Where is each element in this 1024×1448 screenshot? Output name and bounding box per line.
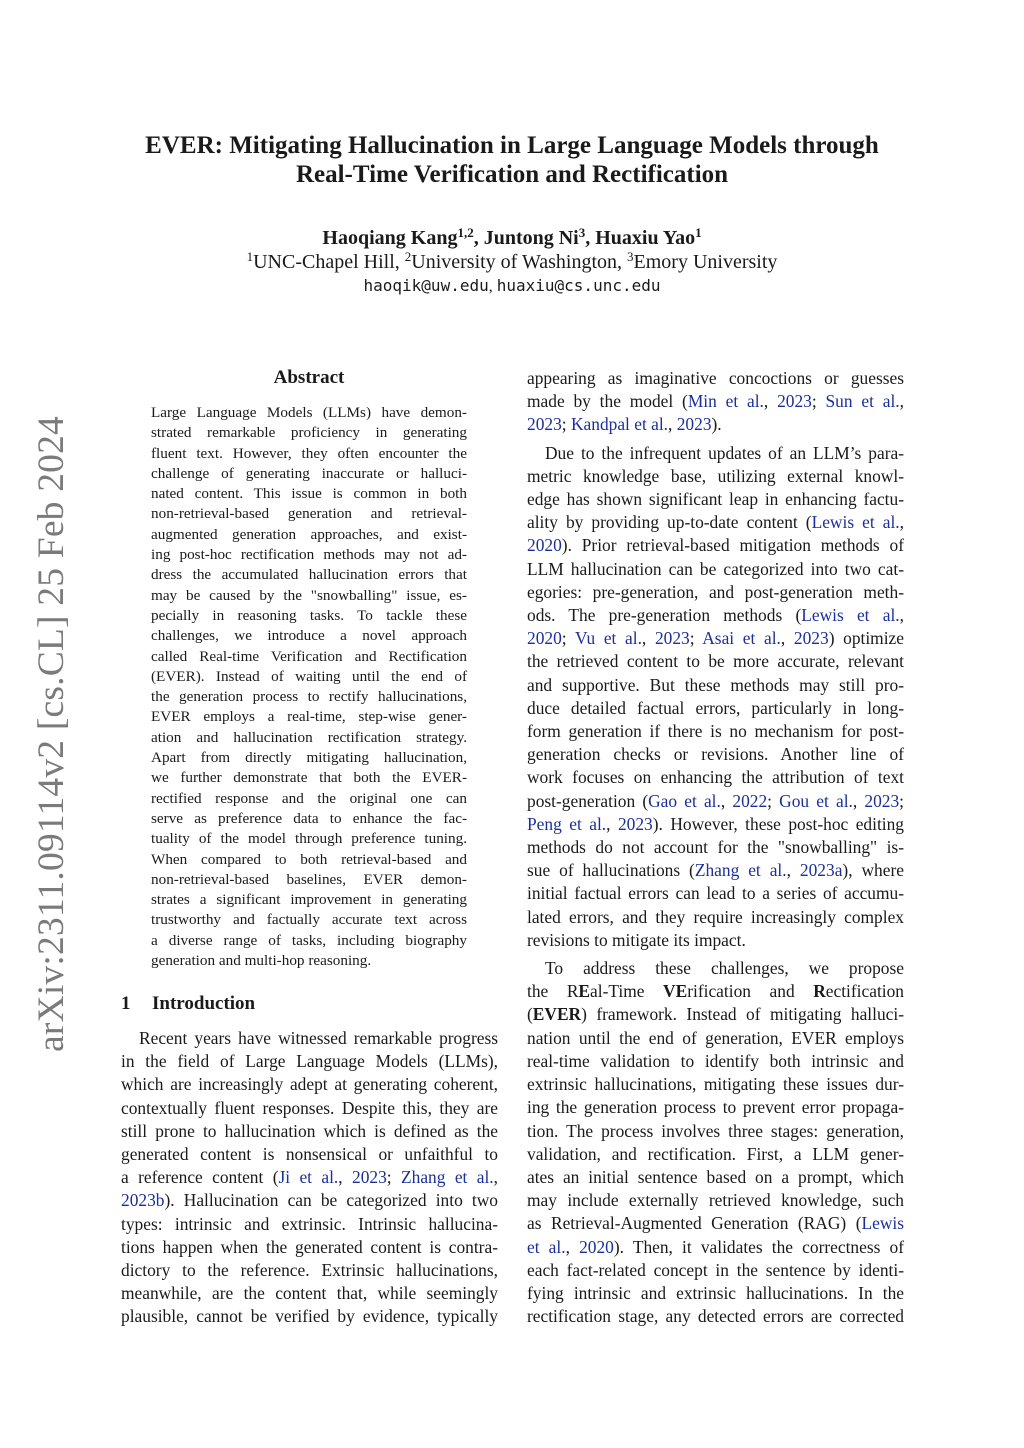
abstract-line: non-retrieval-based baselines, EVER demon- bbox=[151, 870, 467, 888]
text-line: may include externally retrieved knowledge, such bbox=[527, 1190, 904, 1211]
citation-link[interactable]: 2020 bbox=[527, 628, 562, 649]
citation-link[interactable]: 2023 bbox=[527, 414, 562, 435]
citation-link[interactable]: Lewis et al. bbox=[801, 605, 900, 626]
abstract-line: (EVER). Instead of waiting until the end of bbox=[151, 667, 467, 685]
paper-title bbox=[100, 131, 924, 189]
text-line: the REal-Time VErification and Rectification bbox=[527, 981, 904, 1002]
text-line: real-time validation to identify both intrinsic and bbox=[527, 1050, 904, 1071]
separator: , bbox=[473, 227, 484, 249]
text-line: which are increasingly adept at generating coherent, bbox=[121, 1074, 498, 1095]
abstract-line: a diverse range of tasks, including biography bbox=[151, 931, 467, 949]
abstract-line: trustworthy and factually accurate text across bbox=[151, 911, 467, 929]
abstract-line: EVER employs a real-time, step-wise gener- bbox=[151, 708, 467, 726]
abstract-line: the generation process to rectify hallucinations, bbox=[151, 688, 467, 706]
abstract-line: Apart from directly mitigating hallucination, bbox=[151, 749, 467, 767]
text-line: each fact-related concept in the sentence by identi- bbox=[527, 1259, 904, 1280]
abstract-line: ation and hallucination rectification strategy. bbox=[151, 728, 467, 746]
abstract-line: pecially in reasoning tasks. To tackle these bbox=[151, 606, 467, 624]
citation-link[interactable]: 2020 bbox=[527, 535, 562, 556]
abstract-line: fluent text. However, they often encounter the bbox=[151, 444, 467, 462]
text-line: appearing as imaginative concoctions or guesses bbox=[527, 368, 904, 388]
section-title: Introduction bbox=[152, 993, 256, 1014]
abstract-line: challenges, we introduce a novel approach bbox=[151, 627, 467, 645]
text-line: plausible, cannot be verified by evidence, typically bbox=[121, 1306, 498, 1327]
citation-link[interactable]: 2023a bbox=[799, 860, 843, 881]
email-link[interactable]: huaxiu@cs.unc.edu bbox=[496, 276, 661, 295]
citation-link[interactable]: 2023 bbox=[654, 628, 690, 649]
author-affiliation-mark: 1,2 bbox=[457, 224, 474, 240]
affiliation: Emory University bbox=[633, 251, 778, 273]
text-line: sue of hallucinations (Zhang et al., 2023a), where bbox=[527, 860, 904, 881]
citation-link[interactable]: Sun et al. bbox=[825, 391, 900, 412]
text-line: in the field of Large Language Models (LLMs), bbox=[121, 1051, 498, 1072]
citation-link[interactable]: 2020 bbox=[579, 1236, 614, 1257]
author-affiliation-mark: 3 bbox=[578, 224, 586, 240]
text-line: dictory to the reference. Extrinsic hallucinations, bbox=[121, 1260, 498, 1281]
text-line: ates an initial sentence based on a prompt, which bbox=[527, 1166, 904, 1187]
citation-link[interactable]: et al. bbox=[527, 1236, 566, 1257]
section-number: 1 bbox=[121, 993, 131, 1014]
text-line: metric knowledge base, utilizing external knowl- bbox=[527, 465, 904, 486]
right-column-text bbox=[527, 367, 904, 1328]
text-line: Recent years have witnessed remarkable progress bbox=[139, 1028, 498, 1048]
citation-link[interactable]: 2023 bbox=[864, 790, 900, 811]
text-line: and supportive. But these methods may still pro- bbox=[527, 674, 904, 695]
abstract-line: serve as preference data to enhance the fac- bbox=[151, 809, 467, 827]
text-line: as Retrieval-Augmented Generation (RAG) (Lewis bbox=[527, 1213, 904, 1234]
text-line: meanwhile, are the content that, while seemingly bbox=[121, 1283, 498, 1304]
abstract-line: tuality of the model through preference tuning. bbox=[151, 830, 467, 848]
text-line: generated content is nonsensical or unfaithful to bbox=[121, 1144, 498, 1165]
author-name: Huaxiu Yao bbox=[595, 227, 696, 249]
text-line: still prone to hallucination which is defined as the bbox=[121, 1120, 498, 1141]
text-line: tion. The process involves three stages: generation, bbox=[527, 1120, 904, 1141]
abstract-line: may be caused by the "snowballing" issue, es- bbox=[151, 586, 467, 604]
citation-link[interactable]: Lewis et al. bbox=[811, 512, 900, 533]
text-line: validation, and rectification. First, a LLM gener- bbox=[527, 1143, 904, 1164]
citation-link[interactable]: Vu et al. bbox=[574, 628, 642, 649]
citation-link[interactable]: Gao et al. bbox=[648, 790, 721, 811]
text-line: methods do not account for the "snowballing" is- bbox=[527, 837, 904, 858]
abstract-line: strates a significant improvement in generating bbox=[151, 891, 467, 909]
text-line: Due to the infrequent updates of an LLM’s para- bbox=[545, 442, 904, 463]
text-line: ing the generation process to prevent error propaga- bbox=[527, 1097, 904, 1118]
citation-link[interactable]: 2023 bbox=[777, 391, 812, 412]
email-link[interactable]: haoqik@uw.edu bbox=[363, 276, 489, 295]
text-line: initial factual errors can lead to a series of accumu- bbox=[527, 883, 904, 904]
citation-link[interactable]: Asai et al. bbox=[702, 628, 781, 649]
title-line-2: Real-Time Verification and Rectification bbox=[295, 161, 729, 188]
text-line: rectification stage, any detected errors are corrected bbox=[527, 1306, 904, 1327]
abstract-line: dress the accumulated hallucination errors that bbox=[151, 566, 467, 584]
abstract-line: challenge of generating inaccurate or halluci- bbox=[151, 464, 467, 482]
abstract-line: non-retrieval-based generation and retrieval- bbox=[151, 505, 467, 523]
text-line: contextually fluent responses. Despite this, they are bbox=[121, 1097, 498, 1118]
affiliation-mark: 1 bbox=[246, 248, 254, 264]
abstract-line: rectified response and the original one can bbox=[151, 789, 467, 807]
text-line: form generation if there is no mechanism for post- bbox=[527, 721, 904, 742]
left-column-text bbox=[121, 1027, 498, 1329]
text-line: revisions to mitigate its impact. bbox=[527, 929, 746, 950]
text-line: extrinsic hallucinations, mitigating these issues dur- bbox=[527, 1074, 904, 1095]
author-list bbox=[100, 226, 924, 250]
citation-link[interactable]: Ji et al. bbox=[278, 1167, 339, 1188]
arxiv-identifier: arXiv:2311.09114v2 [cs.CL] 25 Feb 2024 bbox=[31, 416, 72, 1052]
author-name: Juntong Ni bbox=[483, 227, 579, 249]
affiliation-mark: 3 bbox=[627, 248, 634, 264]
separator: , bbox=[488, 278, 497, 295]
affiliation-mark: 2 bbox=[404, 248, 412, 264]
section-heading bbox=[121, 992, 255, 1016]
text-line: tions happen when the generated content is contra- bbox=[121, 1236, 498, 1257]
text-line: egories: pre-generation, and post-generation meth- bbox=[527, 581, 904, 602]
text-line: nation until the end of generation, EVER employs bbox=[527, 1027, 904, 1048]
text-line: LLM hallucination can be categorized into two cat- bbox=[527, 558, 904, 579]
text-line: (EVER) framework. Instead of mitigating halluci- bbox=[527, 1004, 904, 1025]
text-line: Peng et al., 2023). However, these post-hoc editing bbox=[527, 813, 904, 834]
text-line: types: intrinsic and extrinsic. Intrinsic hallucina- bbox=[121, 1213, 498, 1234]
separator: , bbox=[585, 227, 596, 249]
citation-link[interactable]: 2022 bbox=[732, 790, 768, 811]
text-line: 2023b). Hallucination can be categorized into two bbox=[121, 1190, 498, 1211]
abstract-line: strated remarkable proficiency in generating bbox=[151, 424, 467, 442]
abstract-line: called Real-time Verification and Rectification bbox=[151, 647, 467, 665]
author-name: Haoqiang Kang bbox=[322, 227, 458, 249]
affiliation: UNC-Chapel Hill, bbox=[253, 251, 405, 273]
affiliation: University of Washington, bbox=[411, 251, 628, 273]
abstract-line: When compared to both retrieval-based and bbox=[151, 850, 467, 868]
text-line: ality by providing up-to-date content (Lewis et al., bbox=[527, 512, 904, 533]
abstract-line: augmented generation approaches, and exist- bbox=[151, 525, 467, 543]
text-line: fying intrinsic and extrinsic hallucinations. In the bbox=[527, 1282, 904, 1303]
abstract-line: ing post-hoc rectification methods may not ad- bbox=[151, 546, 467, 564]
text-line: 2020; Vu et al., 2023; Asai et al., 2023) optimize bbox=[527, 628, 904, 649]
text-line: To address these challenges, we propose bbox=[545, 958, 904, 979]
abstract-line: Large Language Models (LLMs) have demon- bbox=[151, 404, 467, 421]
abstract-line: we further demonstrate that both the EVER- bbox=[151, 769, 467, 787]
citation-link[interactable]: 2023 bbox=[352, 1167, 387, 1188]
citation-link[interactable]: 2023b bbox=[121, 1190, 165, 1211]
citation-link[interactable]: Peng et al. bbox=[527, 813, 607, 834]
abstract-heading: Abstract bbox=[273, 367, 345, 388]
author-affiliation-mark: 1 bbox=[695, 224, 702, 240]
text-line: 2020). Prior retrieval-based mitigation methods of bbox=[527, 535, 904, 556]
citation-link[interactable]: Lewis bbox=[861, 1213, 904, 1234]
text-line: edge has shown significant leap in enhancing factu- bbox=[527, 489, 904, 510]
affiliations bbox=[100, 250, 924, 274]
citation-link[interactable]: 2023 bbox=[676, 414, 712, 435]
citation-link[interactable]: Zhang et al. bbox=[694, 860, 787, 881]
citation-link[interactable]: Kandpal et al. bbox=[570, 414, 669, 435]
text-line: the retrieved content to be more accurate, relevant bbox=[527, 651, 904, 672]
text-line: et al., 2020). Then, it validates the correctness of bbox=[527, 1236, 904, 1257]
citation-link[interactable]: Min et al. bbox=[687, 391, 764, 412]
author-emails bbox=[100, 275, 924, 298]
text-line: a reference content (Ji et al., 2023; Zhang et al., bbox=[121, 1167, 498, 1188]
citation-link[interactable]: Zhang et al. bbox=[401, 1167, 494, 1188]
abstract-line: nated content. This issue is common in both bbox=[151, 485, 467, 503]
text-line: lated errors, and they require increasingly complex bbox=[527, 906, 904, 927]
title-line-1: EVER: Mitigating Hallucination in Large Language Models through bbox=[145, 132, 879, 159]
text-line: work focuses on enhancing the attribution of text bbox=[527, 767, 904, 788]
abstract-line: generation and multi-hop reasoning. bbox=[151, 952, 372, 970]
citation-link[interactable]: 2023 bbox=[793, 628, 829, 649]
text-line: post-generation (Gao et al., 2022; Gou et al., 2023; bbox=[527, 790, 905, 811]
text-line: made by the model (Min et al., 2023; Sun et al., bbox=[527, 391, 904, 412]
citation-link[interactable]: 2023 bbox=[617, 813, 653, 834]
citation-link[interactable]: Gou et al. bbox=[779, 790, 853, 811]
text-line: ods. The pre-generation methods (Lewis et al., bbox=[527, 605, 904, 626]
abstract-body bbox=[151, 403, 467, 971]
text-line: generation checks or revisions. Another line of bbox=[527, 744, 904, 765]
text-line: 2023; Kandpal et al., 2023). bbox=[527, 414, 722, 435]
text-line: duce detailed factual errors, particularly in long- bbox=[527, 697, 904, 718]
